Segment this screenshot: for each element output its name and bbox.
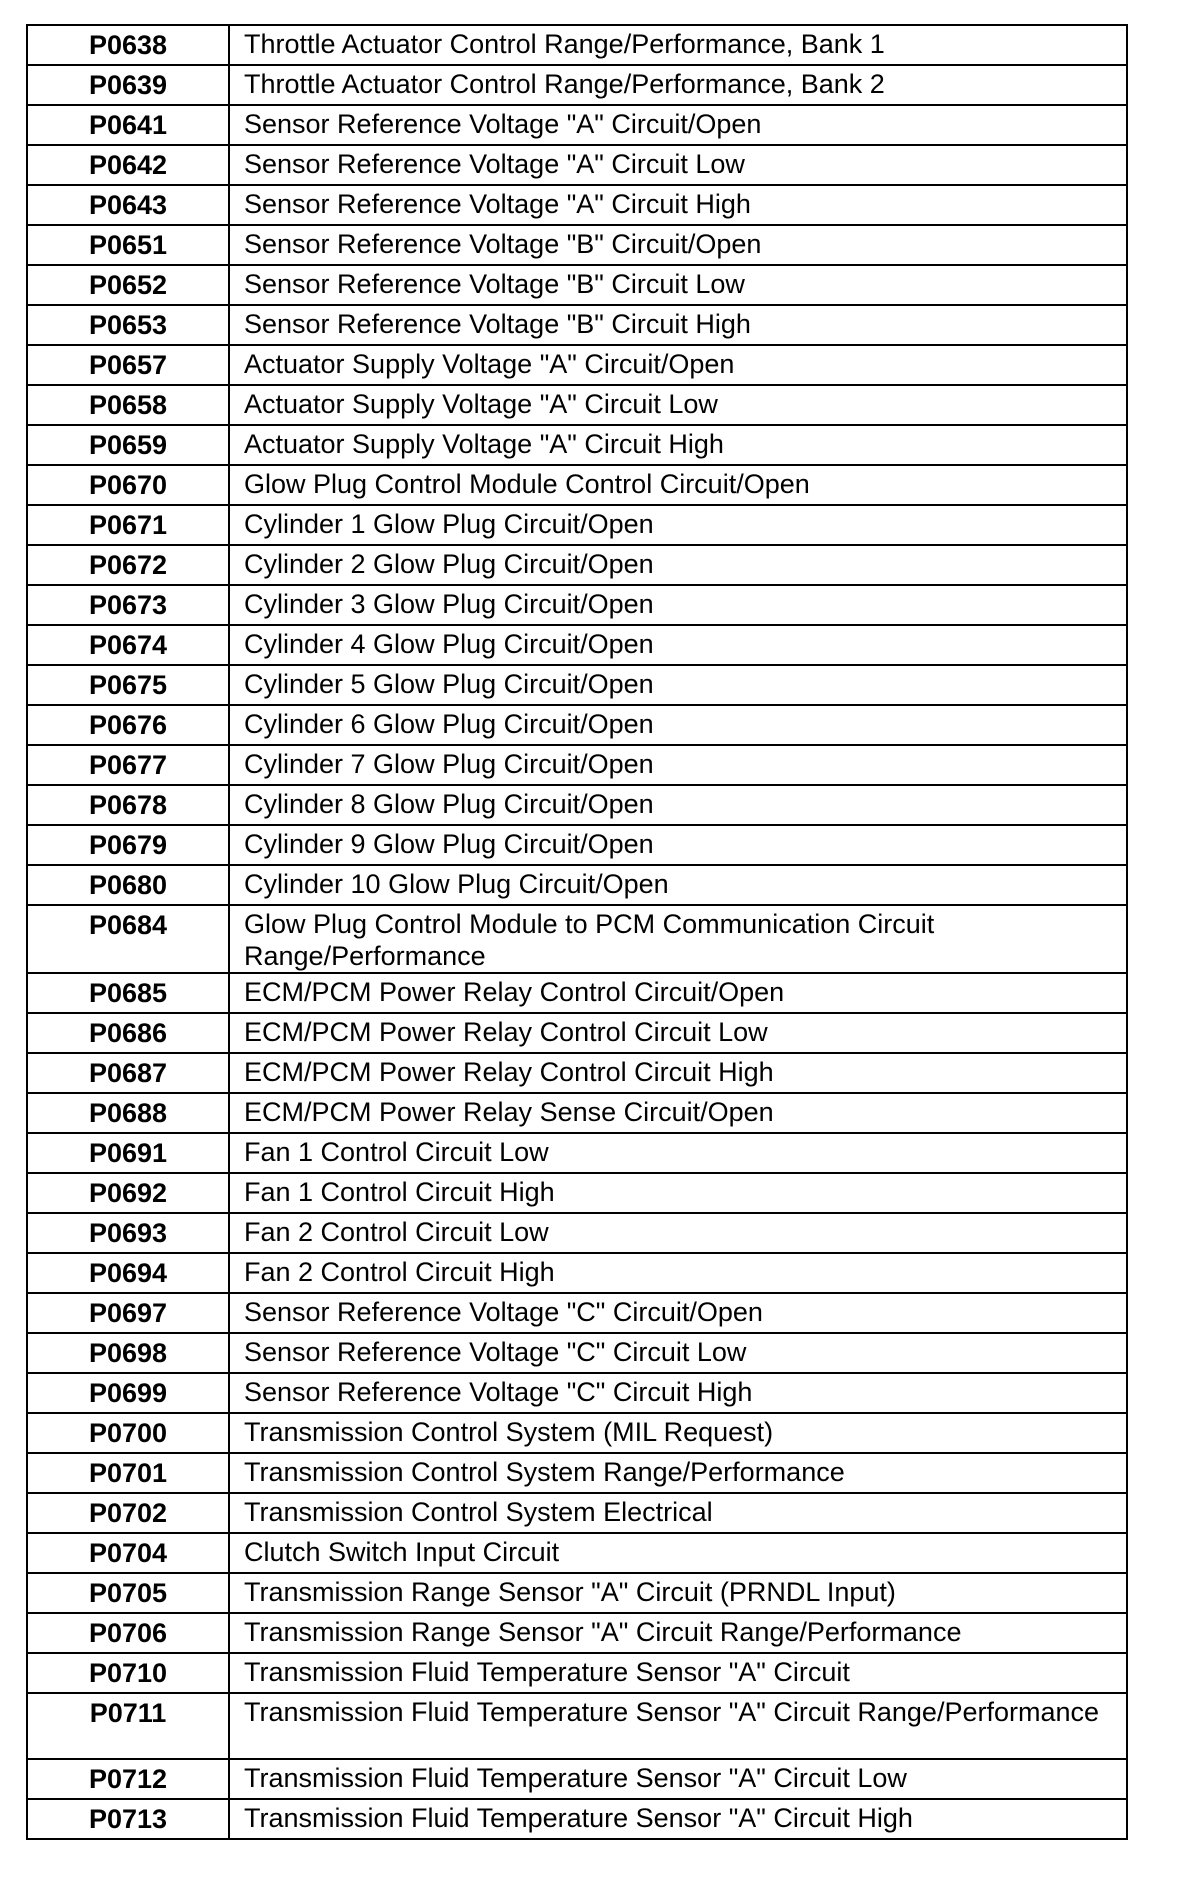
dtc-code: P0652 xyxy=(27,265,229,305)
dtc-description: Cylinder 9 Glow Plug Circuit/Open xyxy=(229,825,1127,865)
table-row xyxy=(27,665,1127,705)
dtc-description: Sensor Reference Voltage "C" Circuit Low xyxy=(229,1333,1127,1373)
table-row xyxy=(27,1293,1127,1333)
dtc-description: ECM/PCM Power Relay Control Circuit/Open xyxy=(229,973,1127,1013)
table-row xyxy=(27,225,1127,265)
dtc-code: P0701 xyxy=(27,1453,229,1493)
table-row xyxy=(27,625,1127,665)
dtc-description: ECM/PCM Power Relay Sense Circuit/Open xyxy=(229,1093,1127,1133)
dtc-code: P0712 xyxy=(27,1759,229,1799)
dtc-description: Cylinder 2 Glow Plug Circuit/Open xyxy=(229,545,1127,585)
dtc-code: P0704 xyxy=(27,1533,229,1573)
table-row xyxy=(27,105,1127,145)
table-row xyxy=(27,1133,1127,1173)
dtc-code: P0685 xyxy=(27,973,229,1013)
table-row xyxy=(27,265,1127,305)
dtc-description: Cylinder 10 Glow Plug Circuit/Open xyxy=(229,865,1127,905)
dtc-description: ECM/PCM Power Relay Control Circuit High xyxy=(229,1053,1127,1093)
table-row xyxy=(27,385,1127,425)
dtc-description: Fan 1 Control Circuit Low xyxy=(229,1133,1127,1173)
table-row xyxy=(27,185,1127,225)
table-row xyxy=(27,1173,1127,1213)
table-row xyxy=(27,1493,1127,1533)
dtc-table xyxy=(26,24,1128,1840)
dtc-description: Cylinder 8 Glow Plug Circuit/Open xyxy=(229,785,1127,825)
table-row xyxy=(27,65,1127,105)
table-row xyxy=(27,1253,1127,1293)
table-row xyxy=(27,585,1127,625)
dtc-description: Sensor Reference Voltage "B" Circuit/Open xyxy=(229,225,1127,265)
dtc-description: Transmission Range Sensor "A" Circuit (PRNDL Input) xyxy=(229,1573,1127,1613)
table-row xyxy=(27,825,1127,865)
dtc-code: P0699 xyxy=(27,1373,229,1413)
table-row xyxy=(27,145,1127,185)
dtc-code: P0653 xyxy=(27,305,229,345)
dtc-description: Transmission Fluid Temperature Sensor "A" Circuit High xyxy=(229,1799,1127,1839)
dtc-description: Transmission Control System Electrical xyxy=(229,1493,1127,1533)
dtc-code: P0639 xyxy=(27,65,229,105)
table-row xyxy=(27,545,1127,585)
dtc-description: Throttle Actuator Control Range/Performance, Bank 1 xyxy=(229,25,1127,65)
table-row xyxy=(27,1693,1127,1759)
table-row xyxy=(27,1653,1127,1693)
dtc-code: P0694 xyxy=(27,1253,229,1293)
table-row xyxy=(27,1373,1127,1413)
dtc-code: P0706 xyxy=(27,1613,229,1653)
dtc-code: P0675 xyxy=(27,665,229,705)
dtc-description: Fan 1 Control Circuit High xyxy=(229,1173,1127,1213)
table-row xyxy=(27,425,1127,465)
dtc-description: Sensor Reference Voltage "A" Circuit Low xyxy=(229,145,1127,185)
table-row xyxy=(27,1453,1127,1493)
table-row xyxy=(27,1013,1127,1053)
table-row xyxy=(27,1213,1127,1253)
table-row xyxy=(27,1573,1127,1613)
dtc-code: P0638 xyxy=(27,25,229,65)
dtc-description: Sensor Reference Voltage "B" Circuit Low xyxy=(229,265,1127,305)
dtc-description: Actuator Supply Voltage "A" Circuit/Open xyxy=(229,345,1127,385)
table-row xyxy=(27,465,1127,505)
table-row xyxy=(27,1759,1127,1799)
dtc-description: Throttle Actuator Control Range/Performance, Bank 2 xyxy=(229,65,1127,105)
dtc-code: P0677 xyxy=(27,745,229,785)
dtc-code: P0643 xyxy=(27,185,229,225)
dtc-code: P0702 xyxy=(27,1493,229,1533)
dtc-code: P0693 xyxy=(27,1213,229,1253)
dtc-description: Transmission Fluid Temperature Sensor "A" Circuit xyxy=(229,1653,1127,1693)
dtc-code: P0697 xyxy=(27,1293,229,1333)
table-row xyxy=(27,1053,1127,1093)
dtc-description: Fan 2 Control Circuit Low xyxy=(229,1213,1127,1253)
dtc-code: P0713 xyxy=(27,1799,229,1839)
dtc-description: Sensor Reference Voltage "A" Circuit/Open xyxy=(229,105,1127,145)
table-row xyxy=(27,785,1127,825)
dtc-code: P0691 xyxy=(27,1133,229,1173)
table-row xyxy=(27,1093,1127,1133)
dtc-code: P0684 xyxy=(27,905,229,973)
dtc-code: P0678 xyxy=(27,785,229,825)
dtc-description: Sensor Reference Voltage "C" Circuit High xyxy=(229,1373,1127,1413)
dtc-code: P0673 xyxy=(27,585,229,625)
dtc-code: P0676 xyxy=(27,705,229,745)
dtc-description: Sensor Reference Voltage "A" Circuit High xyxy=(229,185,1127,225)
dtc-description: Transmission Control System Range/Performance xyxy=(229,1453,1127,1493)
dtc-code: P0651 xyxy=(27,225,229,265)
table-row xyxy=(27,305,1127,345)
dtc-code: P0657 xyxy=(27,345,229,385)
table-row xyxy=(27,505,1127,545)
dtc-description: Glow Plug Control Module to PCM Communication Circuit Range/Performance xyxy=(229,905,1127,973)
table-row xyxy=(27,1613,1127,1653)
dtc-code: P0705 xyxy=(27,1573,229,1613)
dtc-description: Transmission Fluid Temperature Sensor "A" Circuit Range/Performance xyxy=(229,1693,1127,1759)
table-row xyxy=(27,705,1127,745)
table-row xyxy=(27,1413,1127,1453)
dtc-description: Cylinder 5 Glow Plug Circuit/Open xyxy=(229,665,1127,705)
dtc-code: P0688 xyxy=(27,1093,229,1133)
dtc-description: Transmission Range Sensor "A" Circuit Range/Performance xyxy=(229,1613,1127,1653)
table-row xyxy=(27,973,1127,1013)
dtc-code: P0672 xyxy=(27,545,229,585)
dtc-description: Sensor Reference Voltage "C" Circuit/Open xyxy=(229,1293,1127,1333)
dtc-description: Clutch Switch Input Circuit xyxy=(229,1533,1127,1573)
dtc-code: P0670 xyxy=(27,465,229,505)
table-row xyxy=(27,1799,1127,1839)
dtc-code: P0711 xyxy=(27,1693,229,1759)
dtc-description: Cylinder 1 Glow Plug Circuit/Open xyxy=(229,505,1127,545)
table-row xyxy=(27,745,1127,785)
table-row xyxy=(27,1333,1127,1373)
dtc-description: Cylinder 6 Glow Plug Circuit/Open xyxy=(229,705,1127,745)
dtc-code: P0680 xyxy=(27,865,229,905)
dtc-description: ECM/PCM Power Relay Control Circuit Low xyxy=(229,1013,1127,1053)
table-row xyxy=(27,905,1127,973)
dtc-code: P0641 xyxy=(27,105,229,145)
dtc-description: Glow Plug Control Module Control Circuit/Open xyxy=(229,465,1127,505)
table-row xyxy=(27,1533,1127,1573)
dtc-code: P0686 xyxy=(27,1013,229,1053)
dtc-code: P0698 xyxy=(27,1333,229,1373)
dtc-code: P0700 xyxy=(27,1413,229,1453)
dtc-code: P0642 xyxy=(27,145,229,185)
dtc-description: Fan 2 Control Circuit High xyxy=(229,1253,1127,1293)
dtc-code: P0687 xyxy=(27,1053,229,1093)
dtc-description: Cylinder 3 Glow Plug Circuit/Open xyxy=(229,585,1127,625)
dtc-code: P0674 xyxy=(27,625,229,665)
dtc-description: Actuator Supply Voltage "A" Circuit High xyxy=(229,425,1127,465)
dtc-code: P0659 xyxy=(27,425,229,465)
table-row xyxy=(27,345,1127,385)
dtc-code: P0671 xyxy=(27,505,229,545)
dtc-description: Transmission Control System (MIL Request) xyxy=(229,1413,1127,1453)
table-row xyxy=(27,865,1127,905)
dtc-description: Sensor Reference Voltage "B" Circuit High xyxy=(229,305,1127,345)
dtc-code: P0679 xyxy=(27,825,229,865)
dtc-code: P0658 xyxy=(27,385,229,425)
dtc-code: P0710 xyxy=(27,1653,229,1693)
dtc-description: Actuator Supply Voltage "A" Circuit Low xyxy=(229,385,1127,425)
dtc-description: Transmission Fluid Temperature Sensor "A" Circuit Low xyxy=(229,1759,1127,1799)
dtc-code: P0692 xyxy=(27,1173,229,1213)
table-row xyxy=(27,25,1127,65)
dtc-table-body xyxy=(27,25,1127,1839)
dtc-description: Cylinder 7 Glow Plug Circuit/Open xyxy=(229,745,1127,785)
dtc-description: Cylinder 4 Glow Plug Circuit/Open xyxy=(229,625,1127,665)
